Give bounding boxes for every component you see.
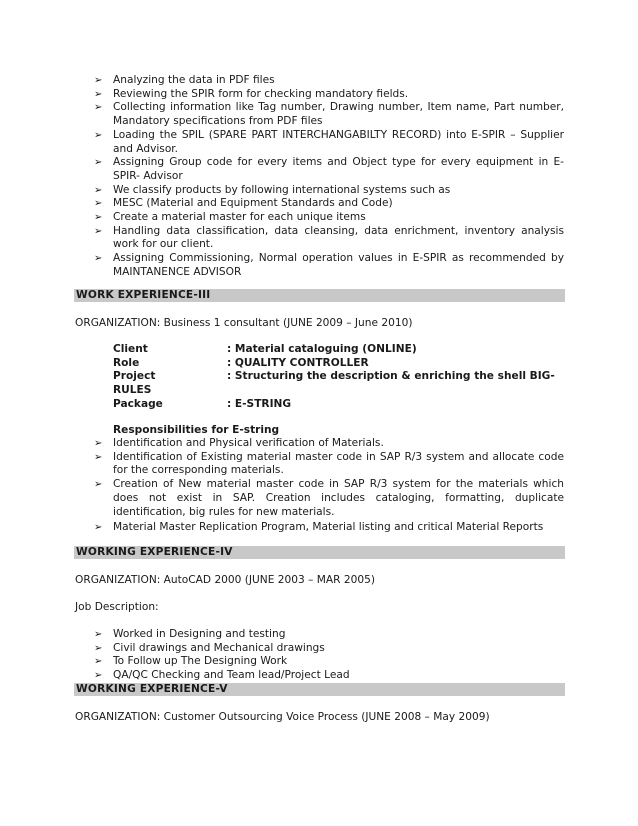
list-item: ➢ Assigning Group code for every items and Object type for every equipment in E-SPIR- Advisor [94, 156, 564, 183]
list-item: ➢ Material Master Replication Program, Material listing and critical Material Reports [94, 521, 564, 535]
section-heading-working-experience-4: WORKING EXPERIENCE-IV [74, 546, 565, 559]
list-item: ➢ We classify products by following international systems such as [94, 184, 564, 198]
skills-bullet-list [94, 74, 564, 280]
job-duties-list [94, 628, 564, 683]
list-item: ➢ QA/QC Checking and Team lead/Project Lead [94, 669, 564, 683]
detail-row-package [113, 398, 565, 412]
organization-line: ORGANIZATION: AutoCAD 2000 (JUNE 2003 – MAR 2005) [75, 574, 375, 586]
list-item: ➢ Identification and Physical verification of Materials. [94, 437, 564, 451]
detail-key: Package [113, 397, 163, 410]
list-item: ➢ Civil drawings and Mechanical drawings [94, 642, 564, 656]
detail-value [227, 384, 565, 398]
detail-row-rules [113, 384, 565, 398]
section-heading-working-experience-5: WORKING EXPERIENCE-V [74, 683, 565, 696]
list-item: ➢ Reviewing the SPIR form for checking mandatory fields. [94, 88, 564, 102]
detail-value: : Material cataloguing (ONLINE) [227, 343, 417, 355]
list-item: ➢ Handling data classification, data cleansing, data enrichment, inventory analysis work for our client. [94, 225, 564, 252]
project-details [113, 343, 565, 412]
responsibilities-list [94, 437, 564, 535]
detail-row-project [113, 370, 565, 384]
list-item: ➢ MESC (Material and Equipment Standards and Code) [94, 197, 564, 211]
job-description-label: Job Description: [75, 601, 159, 613]
list-item: ➢ Loading the SPIL (SPARE PART INTERCHANGABILTY RECORD) into E-SPIR – Supplier and Advisor. [94, 129, 564, 156]
detail-value: : QUALITY CONTROLLER [227, 356, 369, 369]
detail-key: Role [113, 356, 140, 369]
detail-value: : E-STRING [227, 397, 292, 410]
detail-row-client [113, 343, 565, 357]
list-item: ➢ Collecting information like Tag number, Drawing number, Item name, Part number, Mandatory specifications from PDF files [94, 101, 564, 128]
detail-row-role [113, 357, 565, 371]
detail-value: : Structuring the description & enriching the shell BIG- [227, 370, 555, 383]
responsibilities-heading: Responsibilities for E-string [113, 424, 280, 436]
list-item: ➢ To Follow up The Designing Work [94, 655, 564, 669]
list-item: ➢ Analyzing the data in PDF files [94, 74, 564, 88]
section-heading-work-experience-3: WORK EXPERIENCE-III [74, 289, 565, 302]
list-item: ➢ Worked in Designing and testing [94, 628, 564, 642]
detail-key: Project [113, 370, 156, 383]
list-item: ➢ Creation of New material master code in SAP R/3 system for the materials which does not exist in SAP. Creation includes cataloging, formatting, duplicate identification, big rules for new materials. [94, 478, 564, 519]
detail-key: Client [113, 343, 148, 355]
detail-key: RULES [113, 384, 152, 397]
organization-line: ORGANIZATION: Business 1 consultant (JUNE 2009 – June 2010) [75, 317, 413, 329]
list-item: ➢ Create a material master for each unique items [94, 211, 564, 225]
list-item: ➢ Assigning Commissioning, Normal operation values in E-SPIR as recommended by MAINTANENCE ADVISOR [94, 252, 564, 279]
organization-line: ORGANIZATION: Customer Outsourcing Voice Process (JUNE 2008 – May 2009) [75, 711, 490, 723]
list-item: ➢ Identification of Existing material master code in SAP R/3 system and allocate code for the corresponding materials. [94, 451, 564, 478]
